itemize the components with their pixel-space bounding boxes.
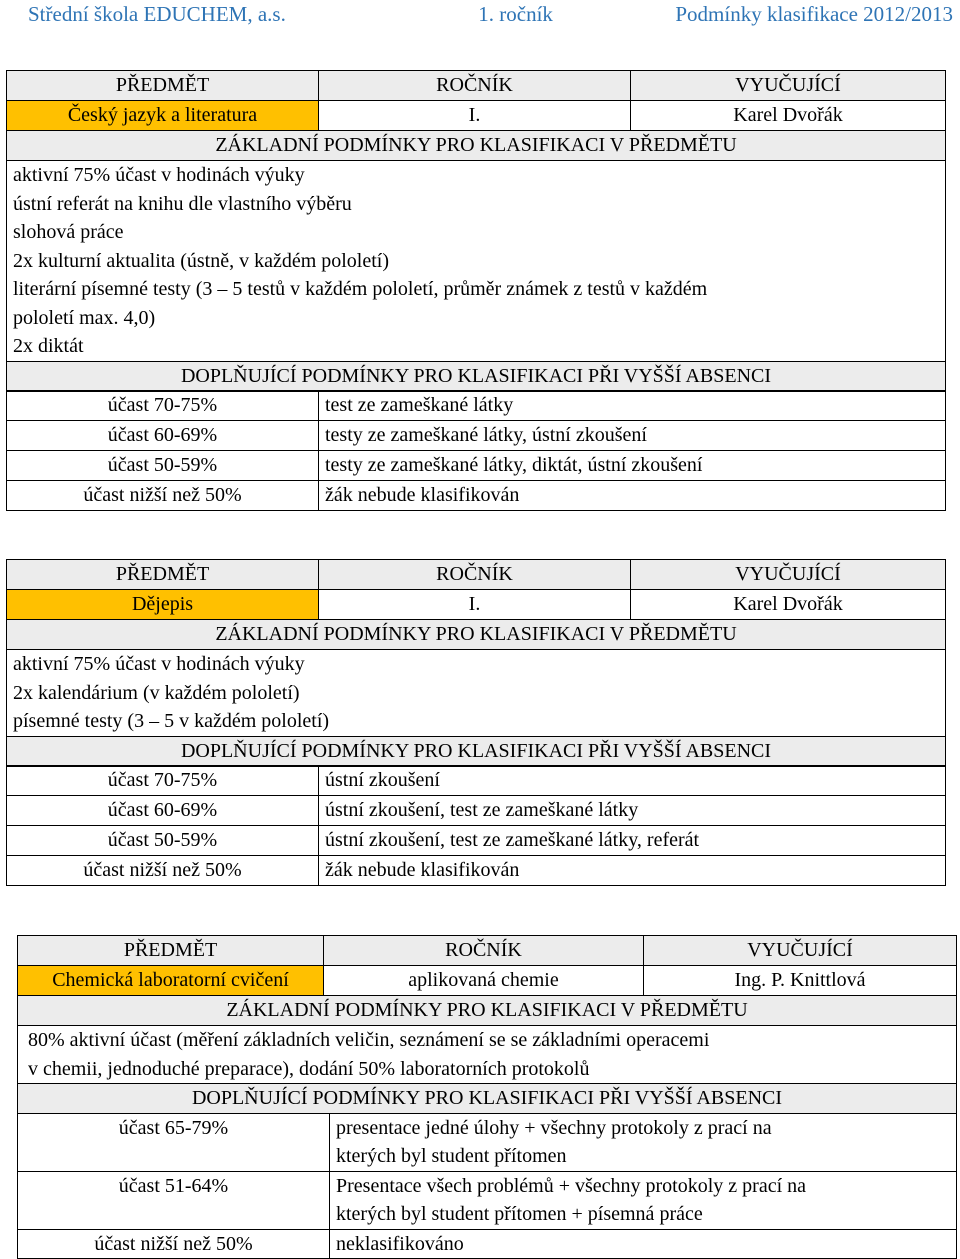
- list-item: písemné testy (3 – 5 v každém pololetí): [13, 707, 939, 736]
- condition-line: kterých byl student přítomen: [336, 1142, 950, 1171]
- col-teacher-header: VYUČUJÍCÍ: [631, 71, 946, 101]
- section-table: [17, 935, 957, 1114]
- basic-conditions-list: [7, 650, 946, 737]
- absence-condition: ústní zkoušení, test ze zameškané látky: [319, 796, 946, 826]
- absence-condition: žák nebude klasifikován: [319, 856, 946, 886]
- teacher-name: Karel Dvořák: [631, 590, 946, 620]
- subject-name: Dějepis: [7, 590, 319, 620]
- col-grade-header: ROČNÍK: [324, 936, 644, 966]
- absence-condition: ústní zkoušení: [319, 766, 946, 796]
- extra-conditions-title: DOPLŇUJÍCÍ PODMÍNKY PRO KLASIFIKACI PŘI VYŠŠÍ ABSENCI: [7, 736, 946, 766]
- absence-range: účast 51-64%: [18, 1171, 330, 1229]
- basic-conditions-title: ZÁKLADNÍ PODMÍNKY PRO KLASIFIKACI V PŘEDMĚTU: [18, 996, 957, 1026]
- section-table: [6, 70, 946, 392]
- basic-conditions-list: [18, 1026, 957, 1084]
- teacher-name: Ing. P. Knittlová: [644, 966, 957, 996]
- absence-condition: [330, 1171, 957, 1229]
- list-item: aktivní 75% účast v hodinách výuky: [13, 650, 939, 679]
- list-item: 2x kalendárium (v každém pololetí): [13, 679, 939, 708]
- page-header: [28, 2, 953, 28]
- condition-line: Presentace všech problémů + všechny protokoly z prací na: [336, 1172, 950, 1201]
- absence-condition: neklasifikováno: [330, 1229, 957, 1259]
- grade-value: I.: [319, 590, 631, 620]
- absence-range: účast nižší než 50%: [7, 856, 319, 886]
- extra-conditions-title: DOPLŇUJÍCÍ PODMÍNKY PRO KLASIFIKACI PŘI VYŠŠÍ ABSENCI: [18, 1084, 957, 1114]
- absence-condition: [330, 1113, 957, 1171]
- absence-condition: testy ze zameškané látky, diktát, ústní zkoušení: [319, 451, 946, 481]
- list-item: literární písemné testy (3 – 5 testů v každém pololetí, průměr známek z testů v každém: [13, 275, 939, 304]
- extra-conditions-table: [6, 765, 946, 886]
- teacher-name: Karel Dvořák: [631, 101, 946, 131]
- grade-value: aplikovaná chemie: [324, 966, 644, 996]
- absence-condition: žák nebude klasifikován: [319, 481, 946, 511]
- grade-value: I.: [319, 101, 631, 131]
- absence-range: účast 70-75%: [7, 766, 319, 796]
- list-item: aktivní 75% účast v hodinách výuky: [13, 161, 939, 190]
- list-item: 2x diktát: [13, 332, 939, 361]
- basic-conditions-title: ZÁKLADNÍ PODMÍNKY PRO KLASIFIKACI V PŘEDMĚTU: [7, 620, 946, 650]
- list-item: ústní referát na knihu dle vlastního výběru: [13, 190, 939, 219]
- absence-condition: ústní zkoušení, test ze zameškané látky, referát: [319, 826, 946, 856]
- col-subject-header: PŘEDMĚT: [7, 560, 319, 590]
- absence-range: účast nižší než 50%: [18, 1229, 330, 1259]
- school-name: Střední škola EDUCHEM, a.s.: [28, 2, 286, 28]
- condition-line: presentace jedné úlohy + všechny protokoly z prací na: [336, 1114, 950, 1143]
- condition-line: kterých byl student přítomen + písemná práce: [336, 1200, 950, 1229]
- col-subject-header: PŘEDMĚT: [7, 71, 319, 101]
- list-item: 80% aktivní účast (měření základních veličin, seznámení se se základními operacemi: [28, 1026, 950, 1055]
- extra-conditions-table: [6, 390, 946, 511]
- year-label: 1. ročník: [478, 2, 553, 28]
- absence-condition: test ze zameškané látky: [319, 391, 946, 421]
- col-teacher-header: VYUČUJÍCÍ: [631, 560, 946, 590]
- absence-range: účast 50-59%: [7, 451, 319, 481]
- subject-name: Chemická laboratorní cvičení: [18, 966, 324, 996]
- list-item: 2x kulturní aktualita (ústně, v každém pololetí): [13, 247, 939, 276]
- list-item: slohová práce: [13, 218, 939, 247]
- subject-name: Český jazyk a literatura: [7, 101, 319, 131]
- list-item: pololetí max. 4,0): [13, 304, 939, 333]
- basic-conditions-list: [7, 161, 946, 362]
- section-czech: [6, 70, 945, 511]
- col-grade-header: ROČNÍK: [319, 560, 631, 590]
- section-table: [6, 559, 946, 767]
- col-grade-header: ROČNÍK: [319, 71, 631, 101]
- extra-conditions-title: DOPLŇUJÍCÍ PODMÍNKY PRO KLASIFIKACI PŘI VYŠŠÍ ABSENCI: [7, 361, 946, 391]
- absence-range: účast 60-69%: [7, 421, 319, 451]
- col-teacher-header: VYUČUJÍCÍ: [644, 936, 957, 966]
- absence-range: účast 50-59%: [7, 826, 319, 856]
- extra-conditions-table: [17, 1113, 957, 1259]
- absence-range: účast nižší než 50%: [7, 481, 319, 511]
- absence-condition: testy ze zameškané látky, ústní zkoušení: [319, 421, 946, 451]
- absence-range: účast 65-79%: [18, 1113, 330, 1171]
- absence-range: účast 70-75%: [7, 391, 319, 421]
- section-chemistry-lab: [17, 935, 956, 1259]
- basic-conditions-title: ZÁKLADNÍ PODMÍNKY PRO KLASIFIKACI V PŘEDMĚTU: [7, 131, 946, 161]
- section-history: [6, 559, 945, 886]
- document-title: Podmínky klasifikace 2012/2013: [675, 2, 953, 28]
- col-subject-header: PŘEDMĚT: [18, 936, 324, 966]
- list-item: v chemii, jednoduché preparace), dodání 50% laboratorních protokolů: [28, 1055, 950, 1084]
- absence-range: účast 60-69%: [7, 796, 319, 826]
